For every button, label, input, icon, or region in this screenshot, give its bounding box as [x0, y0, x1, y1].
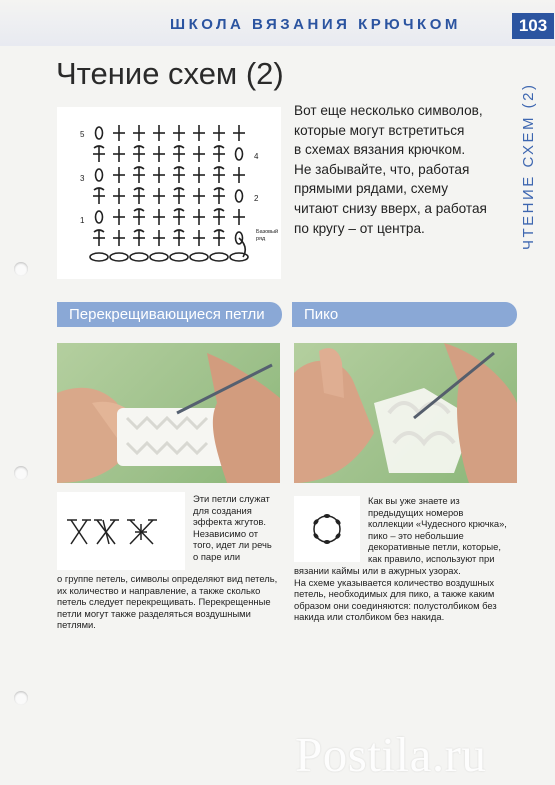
row-label-4: 4 — [254, 152, 259, 161]
pico-symbol — [294, 496, 360, 562]
row-label-1: 1 — [80, 216, 85, 225]
crochet-chart-symbols — [57, 107, 281, 279]
page-number: 103 — [512, 13, 554, 39]
row-label-2: 2 — [254, 194, 259, 203]
crossed-stitch-symbols — [57, 492, 185, 570]
binder-hole-bottom — [14, 691, 28, 705]
photo-pico — [294, 343, 517, 483]
binder-hole-middle — [14, 466, 28, 480]
intro-paragraph: Вот еще несколько символов, которые могут встретиться в схемах вязания крючком. Не забывайте, что, работая прямыми рядами, схему читают снизу вверх, а работая по кругу – от центра. — [294, 103, 487, 236]
page-title: Чтение схем (2) — [56, 56, 284, 91]
crossed-text-narrow: Эти петли служат для создания эффекта жгутов. Независимо от того, идет ли речь о паре или — [193, 493, 272, 562]
row-label-3: 3 — [80, 174, 85, 183]
binder-hole-top — [14, 262, 28, 276]
row-label-5: 5 — [80, 130, 85, 139]
side-title: ЧТЕНИЕ СХЕМ (2) — [520, 82, 537, 250]
pico-text-narrow: Как вы уже знаете из предыдущих номеров коллекции «Чудесного крючка», пико – это небольшие декоративные петли, которые, как правило, используют при — [368, 495, 507, 564]
photo-crossed-stitches — [57, 343, 280, 483]
crochet-chart — [57, 107, 281, 279]
base-row-label: Базовый — [256, 229, 279, 235]
watermark: Postila.ru — [295, 727, 487, 782]
series-title: ШКОЛА ВЯЗАНИЯ КРЮЧКОМ — [170, 16, 461, 33]
section-heading-pico: Пико — [292, 302, 517, 327]
crossed-text-full: о группе петель, символы определяют вид петель, их количество и направление, а также сколько петель следует перекрещивать. Перекрещенные петли могут также разделяться воздушными петлями. — [57, 573, 278, 631]
section-heading-crossed: Перекрещивающиеся петли — [57, 302, 282, 327]
pico-text-full: вязании каймы или в ажурных узорах. На схеме указывается количество воздушных петель, необходимых для пико, а также каким образом они соединяются: полустолбиком без накида или столбиком без накида. — [294, 565, 497, 623]
base-row-label-2: ряд — [256, 236, 266, 242]
